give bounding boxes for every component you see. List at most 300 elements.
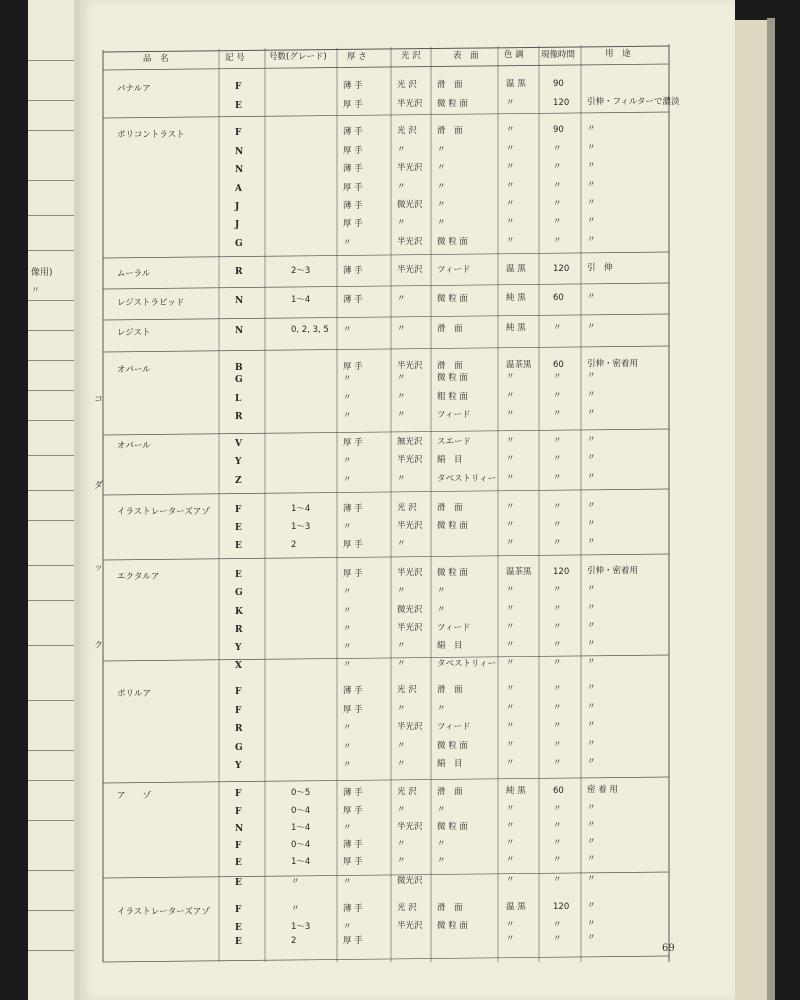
cell-thick: 厚 手 — [343, 218, 363, 229]
product-name: オパール — [117, 440, 151, 451]
cell-surface: 〃 — [437, 838, 446, 849]
cell-tone: 〃 — [506, 537, 515, 548]
cell-surface: 微 粒 面 — [437, 236, 468, 247]
cell-thick: 〃 — [343, 521, 352, 532]
cell-tone: 〃 — [506, 603, 515, 614]
cell-thick: 厚 手 — [343, 805, 363, 816]
cell-use: 〃 — [587, 720, 596, 731]
cell-codes: E — [235, 936, 242, 947]
cell-codes: F — [235, 788, 242, 799]
cell-time: 〃 — [553, 390, 562, 401]
cell-use: 〃 — [587, 408, 596, 419]
cell-surface: 微 粒 面 — [437, 372, 468, 383]
cell-time: 〃 — [553, 235, 562, 246]
cell-surface: 滑 面 — [437, 125, 463, 136]
cell-thick: 薄 手 — [343, 685, 363, 696]
cell-codes: N — [235, 325, 244, 336]
cell-codes: R — [235, 723, 243, 734]
cell-tone: 〃 — [506, 720, 515, 731]
cell-tone: 〃 — [506, 919, 515, 930]
cell-thick: 厚 手 — [343, 182, 363, 193]
cell-use: 〃 — [587, 874, 596, 885]
cell-use: 〃 — [587, 519, 596, 530]
cell-use: 〃 — [587, 198, 596, 209]
left-page-fragment-1: 像用) — [31, 268, 53, 278]
cell-codes: E — [235, 857, 242, 868]
cell-thick: 〃 — [343, 921, 352, 932]
column-header: 記 号 — [225, 52, 245, 63]
group-divider — [103, 872, 669, 878]
product-name: レジストラピッド — [117, 297, 185, 308]
cell-grade: 0〜4 — [291, 806, 311, 817]
cell-use: 〃 — [587, 124, 596, 135]
cell-surface: 微 粒 面 — [437, 293, 468, 304]
cell-codes: E — [235, 540, 242, 551]
cell-thick: 〃 — [343, 623, 352, 634]
cell-use: 引伸・フィルターで濃淡 — [587, 97, 680, 108]
cell-tone: 〃 — [506, 621, 515, 632]
cell-use: 密 着 用 — [587, 785, 618, 796]
group-divider — [103, 314, 669, 320]
cell-codes: Y — [235, 760, 242, 771]
cell-codes: N — [235, 164, 244, 175]
cell-surface: 微 粒 面 — [437, 920, 468, 931]
cell-thick: 厚 手 — [343, 856, 363, 867]
cell-tone: 〃 — [506, 435, 515, 446]
cell-use: 引伸・密着用 — [587, 359, 639, 370]
cell-time: 〃 — [553, 657, 562, 668]
cell-thick: 〃 — [343, 876, 352, 887]
cell-thick: 〃 — [343, 641, 352, 652]
cell-thick: 〃 — [343, 822, 352, 833]
cell-gloss: 〃 — [397, 182, 406, 193]
cell-surface: 〃 — [437, 855, 446, 866]
cell-tone: 〃 — [506, 143, 515, 154]
cell-time: 120 — [553, 97, 570, 108]
cell-grade: 0, 2, 3, 5 — [291, 325, 329, 336]
cell-time: 〃 — [553, 757, 562, 768]
cell-time: 〃 — [553, 537, 562, 548]
cell-thick: 〃 — [343, 586, 352, 597]
group-divider — [103, 554, 669, 560]
cell-time: 120 — [553, 566, 570, 577]
cell-gloss: 〃 — [397, 856, 406, 867]
cell-surface: タペストリィー — [437, 473, 497, 484]
cell-surface: 絹 目 — [437, 758, 463, 769]
cell-tone: 〃 — [506, 472, 515, 483]
cell-tone: 〃 — [506, 757, 515, 768]
cell-use: 〃 — [587, 657, 596, 668]
cell-thick: 〃 — [343, 474, 352, 485]
cell-tone: 純 黒 — [506, 292, 526, 303]
group-divider — [103, 429, 669, 435]
cell-grade: 1〜4 — [291, 823, 311, 834]
cell-codes: N — [235, 823, 244, 834]
cell-time: 60 — [553, 359, 564, 370]
cell-thick: 厚 手 — [343, 935, 363, 946]
cell-tone: 〃 — [506, 235, 515, 246]
cell-tone: 〃 — [506, 803, 515, 814]
column-header: 品 名 — [143, 53, 169, 64]
cell-codes: G — [235, 587, 243, 598]
cell-grade: 2 — [291, 540, 297, 551]
cell-tone: 〃 — [506, 702, 515, 713]
cell-tone: 〃 — [506, 180, 515, 191]
cell-gloss: 半光沢 — [397, 568, 423, 579]
cell-surface: 微 粒 面 — [437, 567, 468, 578]
cell-time: 〃 — [553, 435, 562, 446]
cell-surface: 絹 目 — [437, 454, 463, 465]
cell-gloss: 半光沢 — [397, 722, 423, 733]
product-name: ポリコントラスト — [117, 129, 185, 140]
cell-tone: 〃 — [506, 639, 515, 650]
cell-use: 〃 — [587, 639, 596, 650]
cell-time: 〃 — [553, 919, 562, 930]
cell-thick: 薄 手 — [343, 126, 363, 137]
group-divider — [103, 112, 669, 118]
cell-surface: 滑 面 — [437, 902, 463, 913]
cell-codes: G — [235, 238, 243, 249]
cell-surface: 粗 粒 面 — [437, 391, 468, 402]
cell-time: 〃 — [553, 603, 562, 614]
cell-tone: 〃 — [506, 683, 515, 694]
cell-grade: 1〜3 — [291, 922, 311, 933]
cell-gloss: 〃 — [397, 373, 406, 384]
cell-gloss: 〃 — [397, 474, 406, 485]
cell-codes: G — [235, 742, 243, 753]
cell-time: 〃 — [553, 837, 562, 848]
cell-time: 〃 — [553, 739, 562, 750]
cell-gloss: 光 沢 — [397, 126, 417, 137]
cell-codes: G — [235, 374, 243, 385]
cell-thick: 厚 手 — [343, 704, 363, 715]
product-name: レジスト — [117, 327, 151, 338]
cell-codes: N — [235, 295, 244, 306]
cell-thick: 〃 — [343, 324, 352, 335]
cell-gloss: 半光沢 — [397, 163, 423, 174]
cell-use: 〃 — [587, 322, 596, 333]
cell-grade: 〃 — [291, 904, 300, 915]
cell-grade: 2〜3 — [291, 266, 311, 277]
cell-tone: 〃 — [506, 216, 515, 227]
cell-surface: ツィード — [437, 409, 471, 420]
cell-tone: 〃 — [506, 837, 515, 848]
cell-time: 〃 — [553, 519, 562, 530]
cell-surface: 微 粒 面 — [437, 520, 468, 531]
cell-thick: 〃 — [343, 741, 352, 752]
cell-time: 90 — [553, 78, 564, 89]
cell-codes: J — [235, 219, 240, 230]
product-name: イラストレーターズアゾ — [117, 506, 210, 517]
column-header: 光 沢 — [401, 51, 421, 62]
cell-time: 〃 — [553, 161, 562, 172]
cell-use: 〃 — [587, 621, 596, 632]
cell-codes: F — [235, 504, 242, 515]
cell-tone: 〃 — [506, 501, 515, 512]
cell-codes: F — [235, 81, 242, 92]
cell-time: 〃 — [553, 702, 562, 713]
cell-codes: F — [235, 705, 242, 716]
cell-gloss: 〃 — [397, 410, 406, 421]
cell-tone: 〃 — [506, 854, 515, 865]
cell-codes: R — [235, 411, 243, 422]
cell-surface: 〃 — [437, 181, 446, 192]
side-label-4: ク — [94, 641, 104, 651]
header-bottom-border — [103, 64, 669, 70]
cell-surface: 微 粒 面 — [437, 821, 468, 832]
cell-surface: 微 粒 面 — [437, 740, 468, 751]
cell-surface: 滑 面 — [437, 684, 463, 695]
cell-surface: 〃 — [437, 144, 446, 155]
side-label-2: ダ — [94, 481, 104, 491]
cell-gloss: 〃 — [397, 759, 406, 770]
cell-time: 120 — [553, 263, 570, 274]
cell-gloss: 〃 — [397, 704, 406, 715]
cell-time: 〃 — [553, 408, 562, 419]
cell-thick: 薄 手 — [343, 163, 363, 174]
cell-gloss: 半光沢 — [397, 921, 423, 932]
cell-tone: 〃 — [506, 198, 515, 209]
cell-gloss: 光 沢 — [397, 787, 417, 798]
cell-thick: 厚 手 — [343, 568, 363, 579]
cell-time: 〃 — [553, 198, 562, 209]
group-divider — [103, 346, 669, 352]
group-divider — [103, 283, 669, 289]
cell-surface: 微 粒 面 — [437, 98, 468, 109]
cell-tone: 〃 — [506, 408, 515, 419]
group-divider — [103, 956, 669, 962]
cell-use: 〃 — [587, 501, 596, 512]
cell-thick: 〃 — [343, 659, 352, 670]
cell-time: 〃 — [553, 720, 562, 731]
cell-surface: 滑 面 — [437, 786, 463, 797]
cell-codes: L — [235, 393, 242, 404]
side-label-1: コ — [94, 395, 104, 405]
cell-tone: 純 黒 — [506, 785, 526, 796]
cell-time: 〃 — [553, 584, 562, 595]
cell-thick: 〃 — [343, 455, 352, 466]
cell-gloss: 〃 — [397, 805, 406, 816]
cell-thick: 薄 手 — [343, 80, 363, 91]
cell-gloss: 〃 — [397, 145, 406, 156]
cell-use: 〃 — [587, 216, 596, 227]
cell-gloss: 〃 — [397, 839, 406, 850]
cell-codes: K — [235, 606, 243, 617]
cell-codes: E — [235, 100, 242, 111]
cell-gloss: 半光沢 — [397, 455, 423, 466]
group-divider — [103, 777, 669, 783]
cell-gloss: 〃 — [397, 741, 406, 752]
cell-codes: R — [235, 624, 243, 635]
cell-use: 〃 — [587, 537, 596, 548]
cell-time: 〃 — [553, 933, 562, 944]
cell-gloss: 〃 — [397, 218, 406, 229]
cell-thick: 厚 手 — [343, 437, 363, 448]
cell-thick: 〃 — [343, 605, 352, 616]
cell-tone: 〃 — [506, 97, 515, 108]
cell-use: 〃 — [587, 901, 596, 912]
group-divider — [103, 489, 669, 495]
cell-tone: 温 黒 — [506, 263, 526, 274]
column-header: 用 途 — [605, 48, 631, 59]
cell-tone: 温茶黒 — [506, 566, 532, 577]
cell-thick: 薄 手 — [343, 903, 363, 914]
cell-time: 〃 — [553, 639, 562, 650]
cell-time: 〃 — [553, 322, 562, 333]
cell-use: 〃 — [587, 683, 596, 694]
cell-codes: B — [235, 362, 243, 373]
cell-tone: 〃 — [506, 933, 515, 944]
cell-use: 〃 — [587, 757, 596, 768]
cell-time: 〃 — [553, 803, 562, 814]
cell-gloss: 半光沢 — [397, 822, 423, 833]
cell-time: 〃 — [553, 371, 562, 382]
cell-use: 〃 — [587, 390, 596, 401]
cell-use: 〃 — [587, 702, 596, 713]
cell-codes: F — [235, 840, 242, 851]
cell-codes: E — [235, 522, 242, 533]
cell-grade: 1〜4 — [291, 504, 311, 515]
cell-surface: スエード — [437, 436, 472, 447]
cell-grade: 〃 — [291, 877, 300, 888]
cell-thick: 厚 手 — [343, 361, 363, 372]
cell-thick: 薄 手 — [343, 294, 363, 305]
column-header: 色 調 — [504, 49, 524, 60]
cell-thick: 〃 — [343, 759, 352, 770]
left-page-fragment-2: 〃 — [31, 286, 41, 296]
cell-gloss: 〃 — [397, 324, 406, 335]
cell-codes: F — [235, 806, 242, 817]
cell-tone: 〃 — [506, 161, 515, 172]
cell-surface: 〃 — [437, 585, 446, 596]
cell-thick: 〃 — [343, 722, 352, 733]
product-name: エクタルア — [117, 571, 160, 582]
group-divider — [103, 252, 669, 258]
cell-surface: 滑 面 — [437, 79, 463, 90]
cell-time: 〃 — [553, 216, 562, 227]
cell-gloss: 半光沢 — [397, 361, 423, 372]
cell-use: 引 伸 — [587, 263, 613, 274]
cell-gloss: 〃 — [397, 586, 406, 597]
column-header: 表 面 — [453, 50, 479, 61]
cell-tone: 〃 — [506, 124, 515, 135]
cell-use: 〃 — [587, 161, 596, 172]
cell-tone: 〃 — [506, 739, 515, 750]
cell-thick: 〃 — [343, 237, 352, 248]
cell-use: 〃 — [587, 854, 596, 865]
cell-gloss: 光 沢 — [397, 503, 417, 514]
cell-thick: 〃 — [343, 410, 352, 421]
cell-gloss: 光 沢 — [397, 903, 417, 914]
cell-codes: F — [235, 686, 242, 697]
cell-use: 〃 — [587, 919, 596, 930]
cell-time: 〃 — [553, 180, 562, 191]
cell-codes: X — [235, 660, 242, 671]
cell-codes: Y — [235, 642, 242, 653]
cell-use: 〃 — [587, 143, 596, 154]
cell-codes: F — [235, 127, 242, 138]
cell-codes: R — [235, 266, 243, 277]
product-name: ムーラル — [117, 268, 151, 279]
cell-time: 〃 — [553, 453, 562, 464]
cell-surface: 〃 — [437, 604, 446, 615]
cell-time: 〃 — [553, 472, 562, 483]
cell-codes: Y — [235, 456, 242, 467]
cell-grade: 0〜4 — [291, 840, 311, 851]
cell-grade: 1〜3 — [291, 522, 311, 533]
cell-codes: F — [235, 904, 242, 915]
cell-thick: 〃 — [343, 392, 352, 403]
cell-thick: 薄 手 — [343, 265, 363, 276]
cell-use: 〃 — [587, 472, 596, 483]
cell-tone: 〃 — [506, 820, 515, 831]
cell-tone: 〃 — [506, 453, 515, 464]
cell-tone: 温 黒 — [506, 78, 526, 89]
cell-gloss: 光 沢 — [397, 80, 417, 91]
cell-tone: 〃 — [506, 371, 515, 382]
cell-use: 〃 — [587, 180, 596, 191]
cell-thick: 薄 手 — [343, 503, 363, 514]
product-name: ポリルア — [117, 688, 152, 699]
cell-surface: ツィード — [437, 622, 471, 633]
cell-tone: 温 黒 — [506, 901, 526, 912]
cell-use: 〃 — [587, 453, 596, 464]
cell-thick: 薄 手 — [343, 200, 363, 211]
cell-use: 〃 — [587, 933, 596, 944]
cell-time: 120 — [553, 901, 570, 912]
product-name: イラストレーターズアゾ — [117, 906, 210, 917]
cell-use: 〃 — [587, 603, 596, 614]
cell-time: 60 — [553, 292, 564, 303]
cell-time: 〃 — [553, 683, 562, 694]
cell-tone: 〃 — [506, 519, 515, 530]
cell-gloss: 〃 — [397, 294, 406, 305]
cell-codes: A — [235, 183, 242, 194]
cell-grade: 1〜4 — [291, 295, 311, 306]
cell-gloss: 半光沢 — [397, 237, 423, 248]
cell-gloss: 〃 — [397, 392, 406, 403]
cell-surface: 〃 — [437, 199, 446, 210]
cell-surface: 滑 面 — [437, 323, 463, 334]
cell-grade: 1〜4 — [291, 857, 311, 868]
cell-use: 〃 — [587, 803, 596, 814]
side-label-3: ッ — [94, 563, 104, 573]
cell-grade: 2 — [291, 936, 297, 947]
cell-surface: 滑 面 — [437, 360, 463, 371]
cell-tone: 〃 — [506, 584, 515, 595]
cell-use: 〃 — [587, 235, 596, 246]
column-header: 号数(グレード) — [269, 52, 327, 63]
cell-surface: 滑 面 — [437, 502, 463, 513]
cell-surface: 〃 — [437, 703, 446, 714]
product-name: オパール — [117, 364, 151, 375]
cell-thick: 薄 手 — [343, 839, 363, 850]
cell-surface: 〃 — [437, 162, 446, 173]
product-name: パナルア — [117, 83, 151, 94]
cell-surface: ツィード — [437, 721, 471, 732]
cell-thick: 厚 手 — [343, 99, 363, 110]
cell-gloss: 微光沢 — [397, 876, 423, 887]
cell-gloss: 微光沢 — [397, 605, 423, 616]
cell-gloss: 半光沢 — [397, 623, 423, 634]
cell-gloss: 半光沢 — [397, 99, 423, 110]
cell-gloss: 半光沢 — [397, 265, 423, 276]
cell-time: 〃 — [553, 621, 562, 632]
cell-thick: 〃 — [343, 373, 352, 384]
cell-codes: E — [235, 877, 242, 888]
cell-time: 〃 — [553, 501, 562, 512]
cell-time: 90 — [553, 124, 564, 135]
